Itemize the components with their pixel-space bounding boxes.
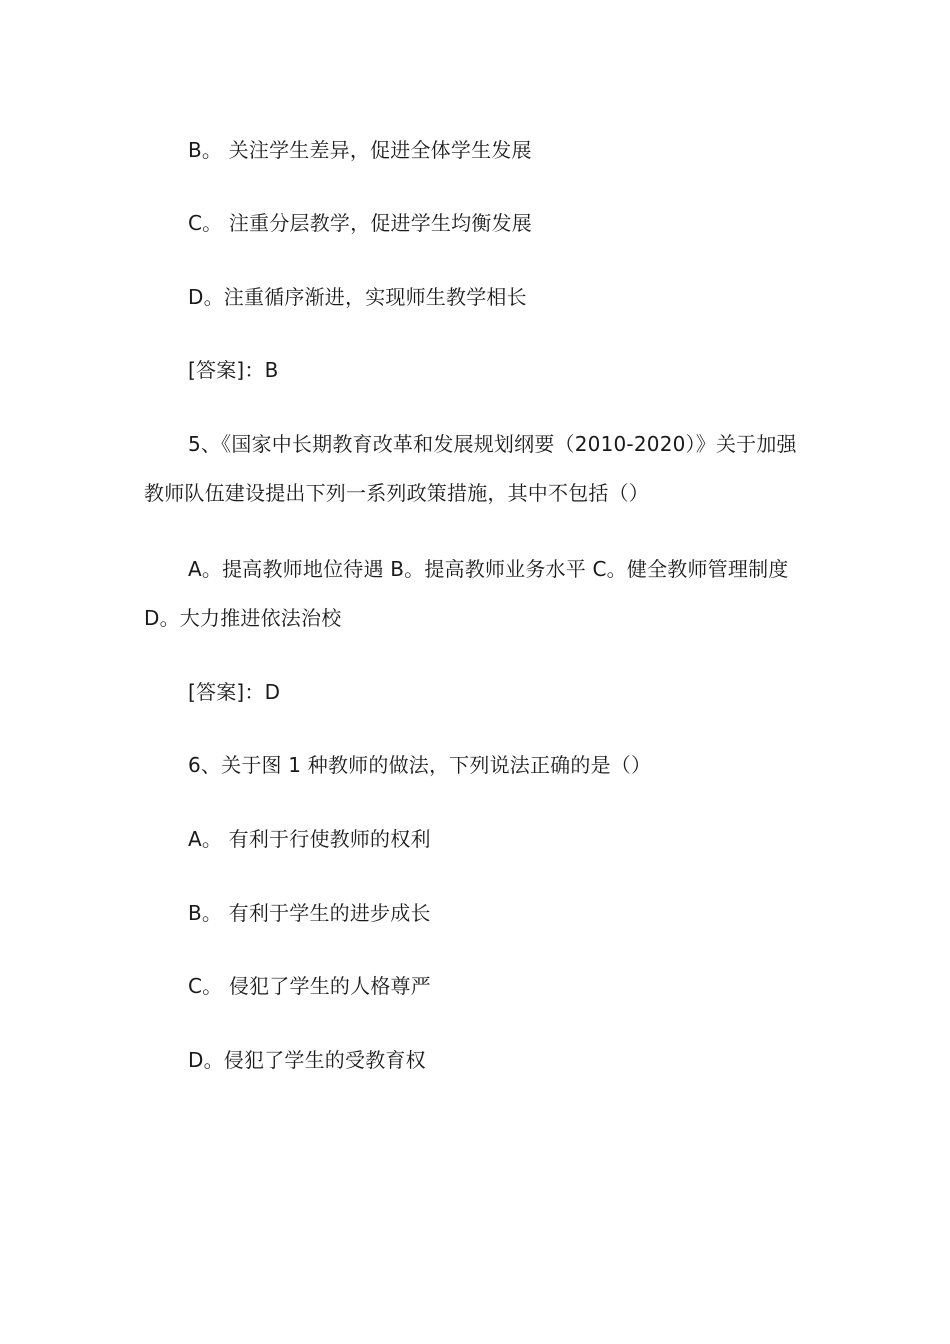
q4-option-b: B。 关注学生差异，促进全体学生发展 [188,138,532,162]
q5-answer: [答案]：D [188,680,281,704]
q4-option-c: C。 注重分层教学，促进学生均衡发展 [188,211,532,235]
q4-answer: [答案]：B [188,358,279,382]
q5-options: A。提高教师地位待遇 B。提高教师业务水平 C。健全教师管理制度 D。大力推进依法治校 [144,557,789,630]
q6-question: 6、关于图 1 种教师的做法，下列说法正确的是（） [188,753,652,777]
q6-option-a: A。 有利于行使教师的权利 [188,827,431,851]
q6-option-d: D。侵犯了学生的受教育权 [188,1048,426,1072]
q4-option-d: D。注重循序渐进，实现师生教学相长 [188,285,527,309]
q6-option-b: B。 有利于学生的进步成长 [188,901,431,925]
q5-question: 5、《国家中长期教育改革和发展规划纲要（2010-2020）》关于加强教师队伍建设提出下列一系列政策措施，其中不包括（） [144,432,797,505]
q6-option-c: C。 侵犯了学生的人格尊严 [188,974,431,998]
